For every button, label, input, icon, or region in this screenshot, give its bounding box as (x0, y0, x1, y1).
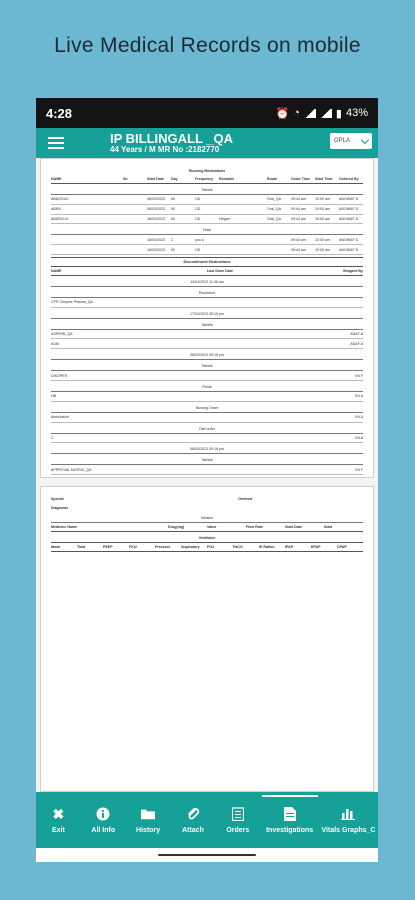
table-cell: Ambulation (51, 415, 69, 420)
bar-chart-icon (341, 807, 355, 821)
table-cell: Oral_QA (267, 207, 281, 212)
paperclip-icon (186, 807, 200, 821)
table-cell: 18/04/2023 (147, 237, 165, 242)
table-cell: 60 (171, 197, 175, 202)
nav-exit[interactable]: ✖ Exit (52, 805, 65, 834)
table-cell: Day (171, 177, 178, 181)
table-cell (267, 238, 291, 242)
phone-screen (36, 98, 378, 862)
document-viewer[interactable] (40, 158, 374, 792)
table-cell: VN A (354, 415, 363, 420)
date-2: 17/04/2023 05:16 pm (51, 310, 363, 319)
procedure-title: Procedure (51, 289, 363, 298)
table-cell: 60 (171, 216, 175, 221)
table-row (51, 205, 363, 215)
table-cell: ABARCUX (51, 216, 69, 221)
table-cell: ANOWAF D (339, 216, 359, 221)
table-cell: Inspiratory (181, 545, 200, 550)
tablets-2-title: Tablets (51, 321, 363, 330)
home-indicator-bar (36, 848, 378, 862)
table-cell: 60 (171, 247, 175, 252)
table-cell: OD (195, 247, 201, 252)
tablets-title: Tablets (51, 186, 363, 195)
discontinued-date: 14/04/2023 11:36 am (51, 278, 363, 287)
nav-history[interactable]: History (129, 807, 167, 834)
table-cell: Drug(mg) (168, 525, 185, 530)
table-cell: APPROVAL MATRIX_QA (51, 467, 92, 472)
table-cell: ABRA (51, 207, 61, 212)
table-cell (123, 238, 147, 242)
table-cell: CPAP (337, 545, 347, 550)
table-cell: PaCO (233, 545, 243, 550)
table-cell (267, 248, 291, 252)
fluids-rows (51, 392, 363, 402)
date-3: 08/03/2023 05:16 pm (51, 351, 363, 360)
nav-orders[interactable]: Orders (219, 807, 257, 834)
table-cell: Order Time (291, 177, 311, 181)
nursing-order-title: Nursing Order (51, 404, 363, 413)
table-cell: ANOWAF D (339, 247, 359, 252)
bottom-navigation (36, 792, 378, 848)
document-page-1 (40, 158, 374, 478)
table-cell (219, 248, 267, 252)
tablets-4-rows (51, 465, 363, 478)
visit-dropdown[interactable] (330, 133, 372, 149)
table-cell: 10:00 am (315, 207, 330, 212)
table-cell: Value (207, 525, 217, 530)
table-cell (219, 197, 267, 201)
table-cell: NAME (51, 268, 62, 273)
table-cell: Mode (51, 545, 61, 550)
table-cell: Oral_QA (267, 216, 281, 221)
table-cell: OD (195, 207, 201, 212)
table-cell: 09:44 am (291, 247, 306, 252)
table-cell: Medicine Name (51, 525, 78, 530)
table-cell (51, 238, 123, 242)
table-cell: Pressure (155, 545, 171, 550)
nursing-rows (51, 413, 363, 423)
chevron-down-icon (361, 135, 369, 143)
table-cell: 08/03/2023 (147, 216, 165, 221)
alarm-icon: ⏰ (275, 107, 290, 120)
table-cell: Start (324, 525, 333, 530)
battery-percent: 43% (345, 107, 368, 119)
table-cell: Remarks (219, 177, 235, 181)
table-cell: Frequency (195, 177, 214, 181)
document-page-2 (40, 486, 374, 792)
table-cell: VN F (354, 373, 363, 378)
table-cell: 18/04/2023 (147, 247, 165, 252)
table-cell: FiO2 (129, 545, 137, 550)
table-cell: ANOWAF D (339, 207, 359, 212)
ordered-label: Ordered (238, 497, 253, 501)
table-row (51, 235, 363, 245)
table-cell: Start Time (315, 177, 333, 181)
table-row (51, 392, 363, 402)
status-time: 4:28 (46, 105, 73, 121)
table-cell: EPAP (311, 545, 321, 550)
table-cell: AUM (51, 341, 59, 346)
table-cell: 09:44 am (291, 197, 306, 202)
table-cell: Route (267, 177, 278, 181)
table-cell: 09:44 am (291, 216, 306, 221)
diet-order-title: Diet order (51, 425, 363, 434)
nav-investigations[interactable]: Investigations (264, 807, 316, 834)
table-cell (123, 217, 147, 221)
table-cell: Hingen (219, 216, 231, 221)
table-cell (219, 207, 267, 211)
close-icon: ✖ (52, 805, 65, 822)
table-cell: HB (51, 394, 56, 399)
table-cell: 10:00 am (315, 216, 330, 221)
table-row (51, 245, 363, 255)
infusion-title: Infusion (51, 514, 363, 523)
table-cell: Stopped By (343, 268, 363, 273)
table-cell (51, 248, 123, 252)
table-cell: VN A (354, 394, 363, 399)
table-cell: Tidal (77, 545, 86, 550)
infusion-table-header (51, 523, 363, 532)
table-row (51, 195, 363, 205)
table-cell (123, 248, 147, 252)
wifi-icon: ◔ (293, 107, 300, 119)
table-cell: Last Dose Date (207, 268, 233, 273)
table-row (51, 339, 363, 349)
table-cell: you a (195, 237, 204, 242)
table-cell: NAME (51, 177, 62, 181)
running-medications-title: Running Medications (188, 169, 226, 173)
app-header (36, 128, 378, 158)
folder-icon (141, 807, 155, 821)
table-cell: IE Ration (259, 545, 275, 550)
table-cell: DISOPER (51, 373, 68, 378)
table-row (51, 475, 363, 478)
table-cell: VN F (354, 467, 363, 472)
home-indicator[interactable] (158, 854, 256, 856)
table-cell (123, 197, 147, 201)
table-cell: OD (195, 197, 201, 202)
table-row (51, 330, 363, 340)
patient-subtitle: 44 Years / M MR No :2182770 (110, 145, 220, 154)
table-row (51, 434, 363, 444)
date-4: 08/03/2023 05:16 pm (51, 445, 363, 454)
table-cell: 10:00 am (315, 197, 330, 202)
ventilator-table-header (51, 542, 363, 552)
table-cell: IPAP (285, 545, 294, 550)
diagnosis-label: Diagnosis (51, 505, 69, 510)
status-bar (36, 98, 378, 128)
table-cell: ANAF A (350, 332, 363, 337)
table-row (51, 465, 363, 475)
promo-headline: Live Medical Records on mobile (54, 34, 361, 57)
tablets-rows (51, 195, 363, 224)
table-cell: Flow Rate (246, 525, 263, 530)
table-cell: ANAF A (350, 341, 363, 346)
table-cell: Start Date (147, 177, 164, 181)
table-cell: 2 (171, 237, 173, 242)
nav-vitals-graphs[interactable]: Vitals Graphs_C (322, 807, 374, 834)
table-row (51, 413, 363, 423)
table-cell: ANOWAF D (339, 237, 359, 242)
table-cell: 09:44 am (291, 237, 306, 242)
table-row (51, 215, 363, 225)
signal-icon-2 (320, 109, 332, 118)
procedure-row: CPR Cirspine Plasma_QA (51, 298, 363, 308)
dropdown-value: OPLA (334, 138, 351, 144)
nav-all-info[interactable]: All Info (84, 807, 122, 834)
table-cell: Sn (123, 177, 128, 181)
table-cell: 08/03/2023 (147, 207, 165, 212)
table-cell (219, 238, 267, 242)
info-icon (96, 807, 110, 821)
tests-title: Tests (51, 226, 363, 235)
table-cell: ASPIRIN_QA (51, 332, 73, 337)
table-cell: ANOWAF D (339, 197, 359, 202)
table-cell: OD (195, 216, 201, 221)
table-cell: 09:44 am (291, 207, 306, 212)
fluids-title: Fluids (51, 383, 363, 392)
discontinued-table-header (51, 267, 363, 276)
table-cell: Start Date (285, 525, 302, 530)
table-cell: ABAROUX (51, 197, 69, 202)
medication-table-header (51, 175, 363, 184)
document-icon (283, 807, 297, 821)
signal-icon (304, 109, 316, 118)
table-cell: 08/03/2023 (147, 197, 165, 202)
diet-rows (51, 434, 363, 444)
tablets-3-title: Tablets (51, 362, 363, 371)
menu-icon[interactable] (48, 137, 64, 149)
table-cell: VN A (354, 435, 363, 440)
tablets-4-title: Tablets (51, 456, 363, 465)
tests-rows (51, 235, 363, 255)
clipboard-icon (231, 807, 245, 821)
table-cell: 60 (171, 207, 175, 212)
table-cell: PO2 (207, 545, 215, 550)
ventilator-title: Ventilator (198, 536, 216, 541)
table-row (51, 371, 363, 381)
patient-title: IP BILLINGALL _QA (110, 131, 234, 146)
table-cell: Oral_QA (267, 197, 281, 202)
tablets-2-rows (51, 330, 363, 350)
table-cell: C (51, 435, 54, 440)
discontinued-title: Discontinued Medications (51, 257, 363, 267)
battery-icon: ▮ (335, 107, 342, 120)
table-cell (123, 207, 147, 211)
nav-attach[interactable]: Attach (174, 807, 212, 834)
table-cell: 10:00 am (315, 247, 330, 252)
table-cell: 10:00 am (315, 237, 330, 242)
table-cell: PEEP (103, 545, 113, 550)
table-cell: Ordered By (339, 177, 359, 181)
tablets-3-rows (51, 371, 363, 381)
special-label: Special (51, 497, 64, 501)
